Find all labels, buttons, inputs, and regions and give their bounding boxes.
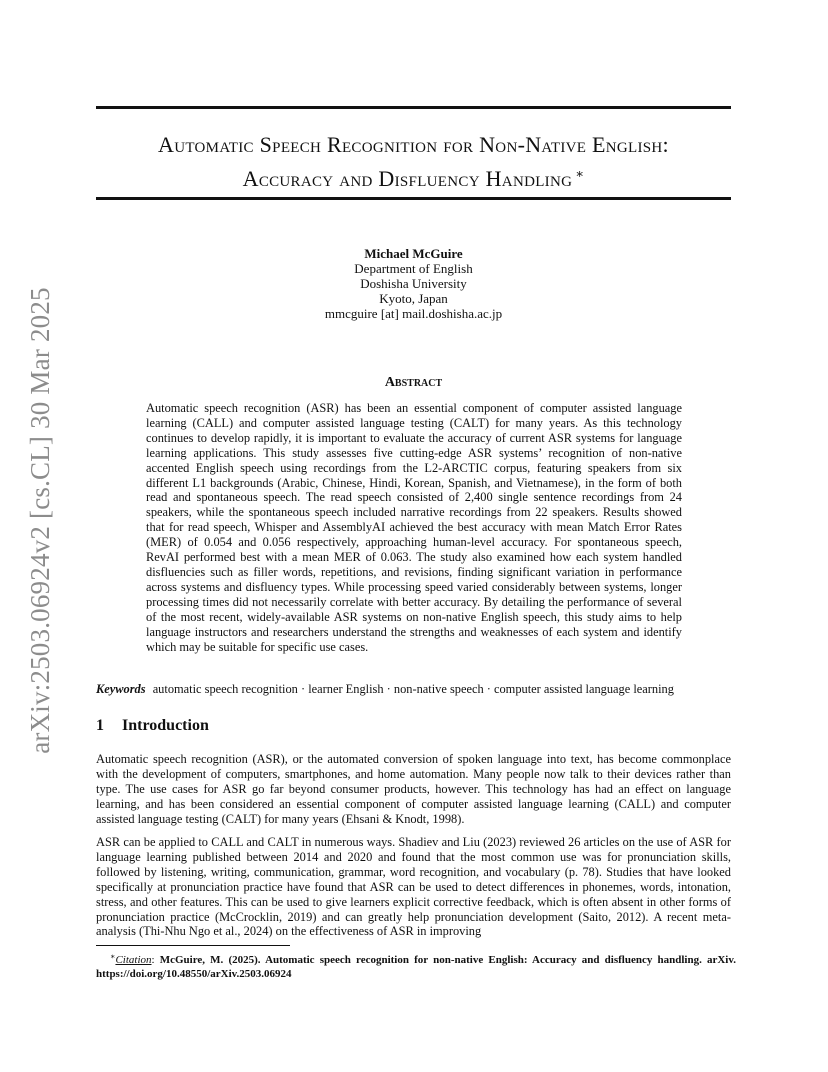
footnote-rule bbox=[96, 945, 290, 946]
author-location: Kyoto, Japan bbox=[379, 291, 448, 306]
abstract-text: Automatic speech recognition (ASR) has been an essential component of computer assisted language learning (CALL) and computer assisted language testing (CALT) for many years. As this technology continues to develop rapidly, it is important to evaluate the accuracy of current ASR systems for language learning applications. This study assesses five cutting-edge ASR systems’ recognition of non-native accented English speech using recordings from the L2-ARCTIC corpus, featuring speakers from six different L1 backgrounds (Arabic, Chinese, Hindi, Korean, Spanish, and Vietnamese), in the form of both read and spontaneous speech. The read speech consisted of 2,400 single sentence recordings from 24 speakers, while the spontaneous speech included narrative recordings from 22 speakers. Results showed that for read speech, Whisper and AssemblyAI achieved the best accuracy with mean Match Error Rates (MER) of 0.054 and 0.056 respectively, approaching human-level accuracy. For spontaneous speech, RevAI performed best with a mean MER of 0.063. The study also examined how each system handled disfluencies such as filler words, repetitions, and revisions, finding significant variation in performance across systems and disfluency types. While processing speed varied considerably between systems, longer processing times did not necessarily correlate with better accuracy. By detailing the performance of several of the most recent, widely-available ASR systems on non-native English speech, this study aims to help language instructors and researchers understand the strengths and weaknesses of each system and identify which may be suitable for specific use cases. bbox=[146, 401, 682, 654]
title-footnote-marker[interactable]: ∗ bbox=[575, 166, 585, 181]
keywords-text: automatic speech recognition · learner English · non-native speech · computer assisted language learning bbox=[152, 682, 674, 696]
title-rule-top bbox=[96, 106, 731, 109]
citation-label[interactable]: Citation bbox=[115, 954, 152, 966]
arxiv-side-stamp bbox=[20, 285, 60, 755]
title-line-1: Automatic Speech Recognition for Non-Native English: bbox=[158, 132, 669, 157]
section-number: 1 bbox=[96, 717, 104, 734]
abstract-heading: Abstract bbox=[384, 375, 443, 390]
citation-text: McGuire, M. (2025). Automatic speech recognition for non-native English: Accuracy and disfluency handling. arXiv. https://doi.org/10.48550/arXiv.2503.06924 bbox=[96, 954, 737, 980]
author-block bbox=[96, 246, 731, 321]
title-rule-bottom bbox=[96, 197, 731, 200]
section-title: Introduction bbox=[122, 717, 209, 734]
author-name: Michael McGuire bbox=[364, 246, 463, 261]
section-heading bbox=[96, 717, 209, 735]
author-department: Department of English bbox=[354, 261, 473, 276]
footnote-marker: ∗ bbox=[110, 952, 116, 961]
intro-paragraph-1: Automatic speech recognition (ASR), or the automated conversion of spoken language into text, has become commonplace with the development of computers, smartphones, and home automation. Many people now talk to their devices rather than type. The use cases for ASR go far beyond consumer products, however. This technology has had an effect on language learning, and has been considered an essential component of computer assisted language learning (CALL) and computer assisted language testing (CALT) for many years (Ehsani & Knodt, 1998). bbox=[96, 752, 731, 826]
arxiv-identifier: arXiv:2503.06924v2 [cs.CL] 30 Mar 2025 bbox=[24, 286, 55, 754]
keywords-label: Keywords bbox=[96, 682, 146, 696]
keywords-line bbox=[96, 682, 736, 697]
intro-paragraph-2: ASR can be applied to CALL and CALT in numerous ways. Shadiev and Liu (2023) reviewed 26 articles on the use of ASR for language learning published between 2014 and 2020 and found that the most common use was for pronunciation skills, followed by listening, writing, communication, grammar, word recognition, and vocabulary (p. 78). Studies that have looked specifically at pronunciation practice have found that ASR can be used to detect differences in phonemes, words, intonation, stress, and other features. This can be used to give learners explicit corrective feedback, which is often absent in other forms of pronunciation practice (McCrocklin, 2019) and can greatly help pronunciation development (Saito, 2012). A recent meta-analysis (Thi-Nhu Ngo et al., 2024) on the effectiveness of ASR in improving bbox=[96, 835, 731, 939]
author-university: Doshisha University bbox=[360, 276, 467, 291]
title-line-2: Accuracy and Disfluency Handling ∗ bbox=[242, 166, 585, 191]
citation-footnote: ∗Citation: McGuire, M. (2025). Automatic speech recognition for non-native English: Accuracy and disfluency handling. arXiv. https://doi.org/10.48550/arXiv.2503.06924 bbox=[96, 952, 737, 980]
author-email: mmcguire [at] mail.doshisha.ac.jp bbox=[324, 306, 503, 321]
paper-title bbox=[96, 130, 731, 193]
